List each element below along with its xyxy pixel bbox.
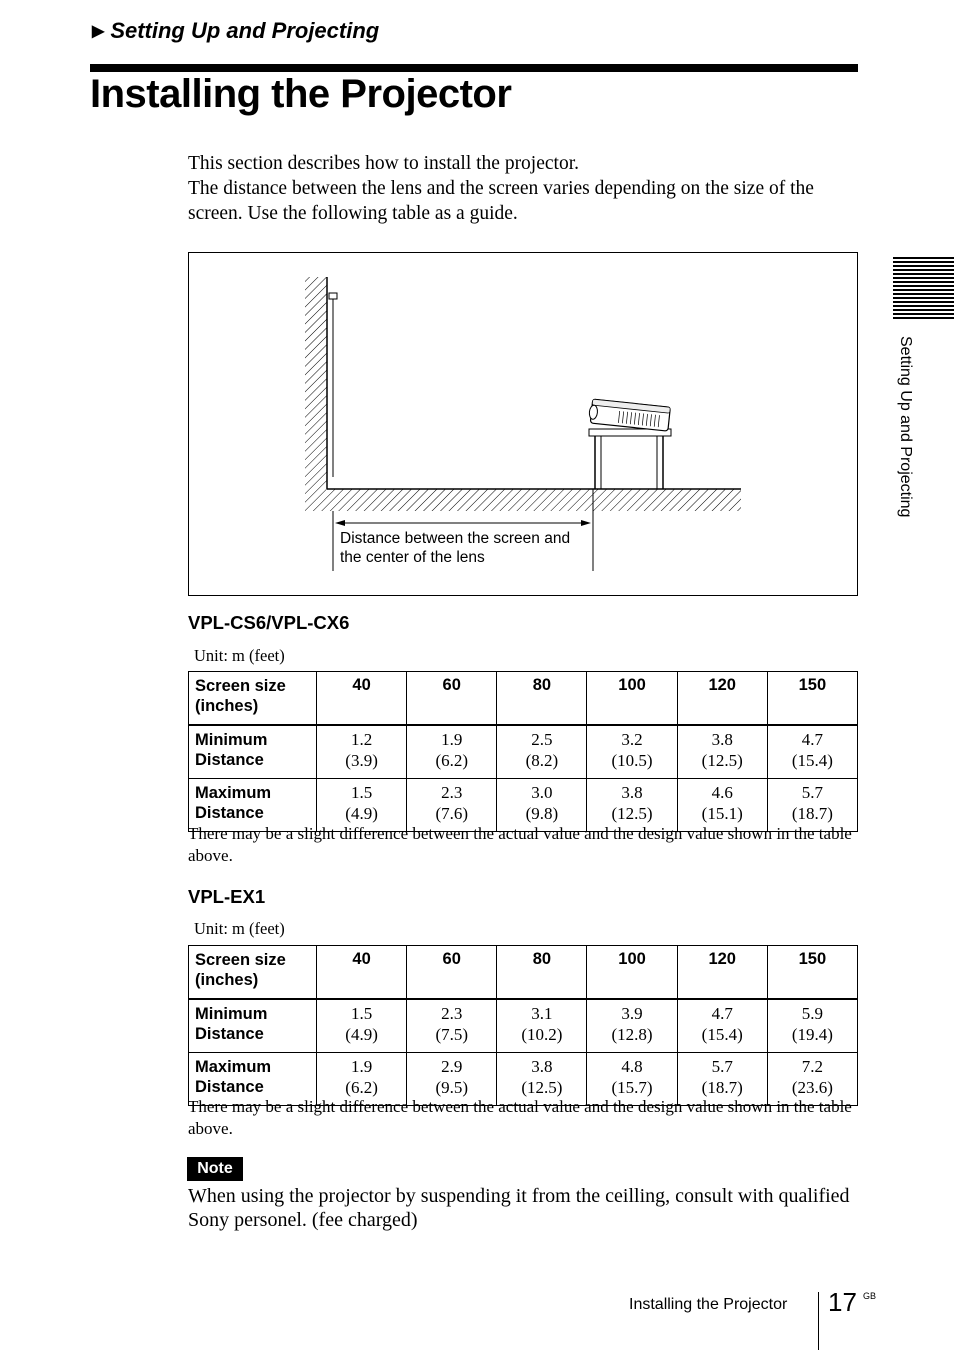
value-cell: 5.9 (19.4) — [767, 999, 857, 1053]
value-cell: 3.9 (12.8) — [587, 999, 677, 1053]
intro-line-2: The distance between the lens and the screen varies depending on the size of the screen. Use the following table as a guide. — [188, 178, 814, 224]
note-badge: Note — [187, 1157, 243, 1181]
projector-icon — [588, 399, 670, 431]
intro-text — [188, 151, 858, 226]
section-heading-text: Setting Up and Projecting — [110, 18, 380, 43]
size-cell: 100 — [587, 672, 677, 726]
value-cell: 2.5 (8.2) — [497, 725, 587, 779]
size-cell: 60 — [407, 946, 497, 1000]
floor-hatch — [327, 489, 741, 511]
footer-label: Installing the Projector — [629, 1296, 788, 1313]
value-cell: 1.5 (4.9) — [317, 779, 407, 832]
value-cell: 1.5 (4.9) — [317, 999, 407, 1053]
page-number-suffix: GB — [863, 1291, 877, 1301]
value-cell: 3.2 (10.5) — [587, 725, 677, 779]
table-header-row — [189, 946, 858, 1000]
value-cell: 4.8 (15.7) — [587, 1053, 677, 1106]
value-cell: 3.8 (12.5) — [587, 779, 677, 832]
wall-hatch — [305, 277, 327, 511]
arrow-left-icon — [335, 520, 345, 526]
model-heading-2: VPL-EX1 — [188, 886, 266, 907]
size-cell: 120 — [677, 672, 767, 726]
size-cell: 150 — [767, 946, 857, 1000]
intro-line-1: This section describes how to install the projector. — [188, 153, 579, 174]
distance-table-2 — [188, 945, 858, 1106]
footer-divider — [818, 1292, 819, 1350]
size-cell: 120 — [677, 946, 767, 1000]
value-cell: 3.0 (9.8) — [497, 779, 587, 832]
value-cell: 2.9 (9.5) — [407, 1053, 497, 1106]
size-cell: 150 — [767, 672, 857, 726]
size-cell: 80 — [497, 672, 587, 726]
size-cell: 40 — [317, 672, 407, 726]
page-title: Installing the Projector — [90, 72, 512, 116]
row-label-screen-size: Screen size (inches) — [189, 946, 317, 1000]
note-text: When using the projector by suspending it from the ceilling, consult with qualified Sony personel. (fee charged) — [188, 1185, 850, 1231]
page-number: 17 — [828, 1287, 857, 1317]
size-cell: 100 — [587, 946, 677, 1000]
value-cell: 3.1 (10.2) — [497, 999, 587, 1053]
size-cell: 60 — [407, 672, 497, 726]
table-row-minimum — [189, 999, 858, 1053]
model-heading-1: VPL-CS6/VPL-CX6 — [188, 612, 350, 633]
side-tab-lines — [893, 257, 954, 321]
value-cell: 1.2 (3.9) — [317, 725, 407, 779]
row-label-minimum: Minimum Distance — [189, 999, 317, 1053]
value-cell: 2.3 (7.6) — [407, 779, 497, 832]
unit-label-2: Unit: m (feet) — [194, 919, 285, 938]
value-cell: 1.9 (6.2) — [407, 725, 497, 779]
value-cell: 5.7 (18.7) — [677, 1053, 767, 1106]
unit-label-1: Unit: m (feet) — [194, 646, 285, 665]
value-cell: 1.9 (6.2) — [317, 1053, 407, 1106]
table-footnote-2: There may be a slight difference between the actual value and the design value shown in the table above. — [188, 1097, 852, 1138]
row-label-maximum: Maximum Distance — [189, 779, 317, 832]
installation-diagram — [188, 252, 858, 596]
arrow-right-icon — [581, 520, 591, 526]
side-tab-label: Setting Up and Projecting — [897, 336, 914, 518]
installation-diagram-svg — [189, 253, 857, 595]
section-heading — [92, 18, 379, 44]
table-row-minimum — [189, 725, 858, 779]
size-cell: 80 — [497, 946, 587, 1000]
screen-mount — [329, 293, 337, 299]
row-label-maximum: Maximum Distance — [189, 1053, 317, 1106]
figure-caption-1: Distance between the screen and — [340, 530, 571, 547]
triangle-bullet-icon: ▶ — [92, 23, 105, 40]
table-header-row — [189, 672, 858, 726]
title-rule — [90, 64, 858, 72]
value-cell: 3.8 (12.5) — [497, 1053, 587, 1106]
figure-caption-2: the center of the lens — [340, 549, 485, 566]
value-cell: 4.7 (15.4) — [677, 999, 767, 1053]
value-cell: 2.3 (7.5) — [407, 999, 497, 1053]
value-cell: 5.7 (18.7) — [767, 779, 857, 832]
value-cell: 4.7 (15.4) — [767, 725, 857, 779]
distance-table-1 — [188, 671, 858, 832]
row-label-screen-size: Screen size (inches) — [189, 672, 317, 726]
table-footnote-1: There may be a slight difference between the actual value and the design value shown in the table above. — [188, 824, 852, 865]
value-cell: 3.8 (12.5) — [677, 725, 767, 779]
value-cell: 7.2 (23.6) — [767, 1053, 857, 1106]
size-cell: 40 — [317, 946, 407, 1000]
value-cell: 4.6 (15.1) — [677, 779, 767, 832]
row-label-minimum: Minimum Distance — [189, 725, 317, 779]
